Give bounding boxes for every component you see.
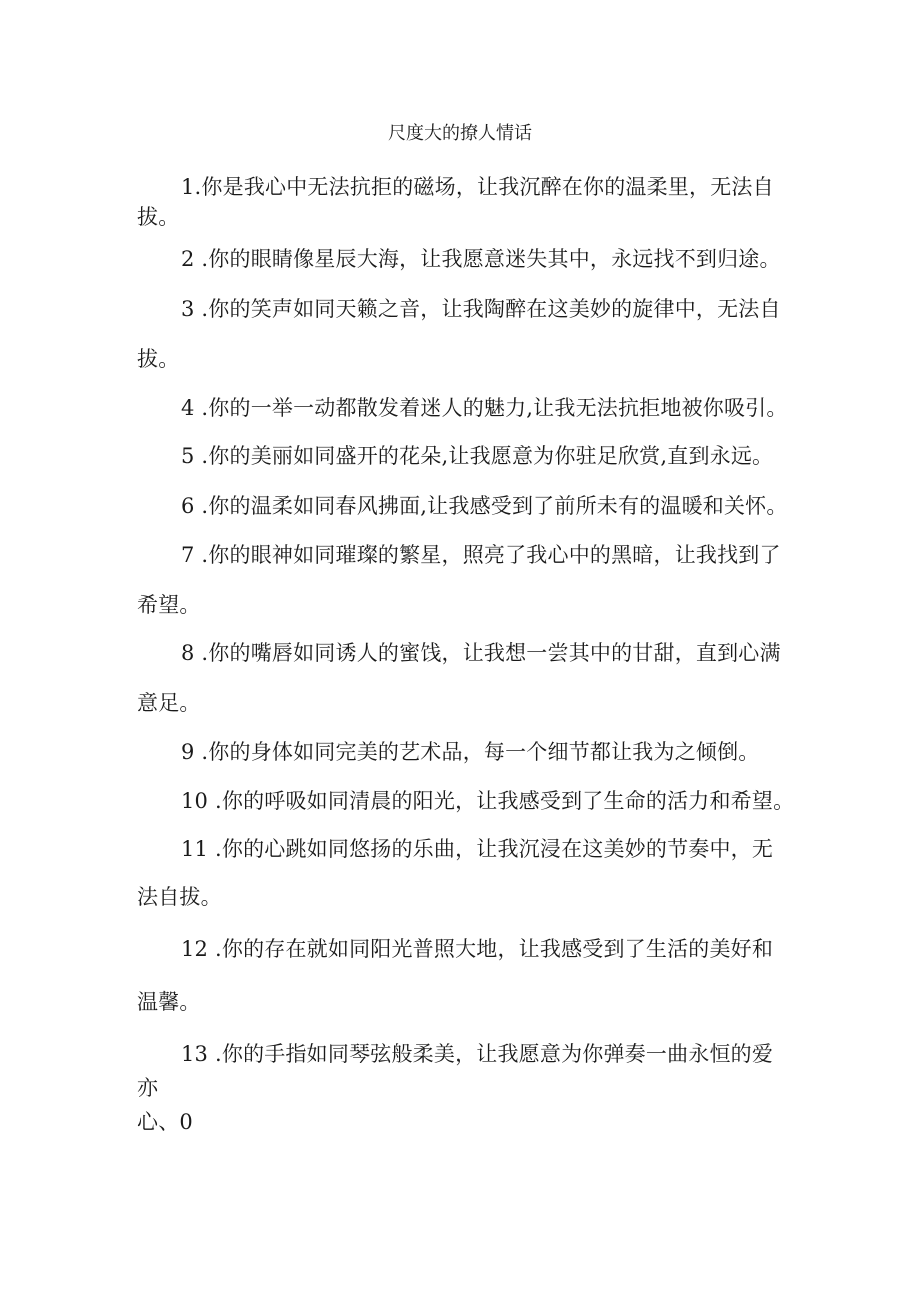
list-item-9: 9 .你的身体如同完美的艺术品，每一个细节都让我为之倾倒。	[181, 740, 760, 764]
list-item-12-continued: 温馨。	[137, 990, 201, 1014]
document-tail: 心、0	[137, 1110, 193, 1134]
list-item-2: 2 .你的眼睛像星辰大海，让我愿意迷失其中，永远找不到归途。	[181, 247, 781, 271]
list-item-13-continued: 亦	[137, 1076, 159, 1100]
list-item-10: 10 .你的呼吸如同清晨的阳光，让我感受到了生命的活力和希望。	[181, 789, 795, 813]
list-item-4: 4 .你的一举一动都散发着迷人的魅力,让我无法抗拒地被你吸引。	[181, 396, 788, 420]
list-item-7-continued: 希望。	[137, 593, 201, 617]
list-item-8-continued: 意足。	[137, 691, 201, 715]
list-item-13: 13 .你的手指如同琴弦般柔美，让我愿意为你弹奏一曲永恒的爱	[181, 1042, 774, 1066]
list-item-1-continued: 拔。	[137, 205, 180, 229]
list-item-11: 11 .你的心跳如同悠扬的乐曲，让我沉浸在这美妙的节奏中，无	[181, 837, 774, 861]
list-item-7: 7 .你的眼神如同璀璨的繁星，照亮了我心中的黑暗，让我找到了	[181, 543, 781, 567]
list-item-8: 8 .你的嘴唇如同诱人的蜜饯，让我想一尝其中的甘甜，直到心满	[181, 641, 781, 665]
document-title: 尺度大的撩人情话	[388, 123, 532, 144]
list-item-3: 3 .你的笑声如同天籁之音，让我陶醉在这美妙的旋律中，无法自	[181, 297, 781, 321]
list-item-12: 12 .你的存在就如同阳光普照大地，让我感受到了生活的美好和	[181, 937, 774, 961]
list-item-3-continued: 拔。	[137, 347, 180, 371]
list-item-1: 1.你是我心中无法抗拒的磁场，让我沉醉在你的温柔里，无法自	[181, 175, 774, 199]
list-item-5: 5 .你的美丽如同盛开的花朵,让我愿意为你驻足欣赏,直到永远。	[181, 444, 774, 468]
list-item-6: 6 .你的温柔如同春风拂面,让我感受到了前所未有的温暖和关怀。	[181, 494, 788, 518]
list-item-11-continued: 法自拔。	[137, 885, 222, 909]
